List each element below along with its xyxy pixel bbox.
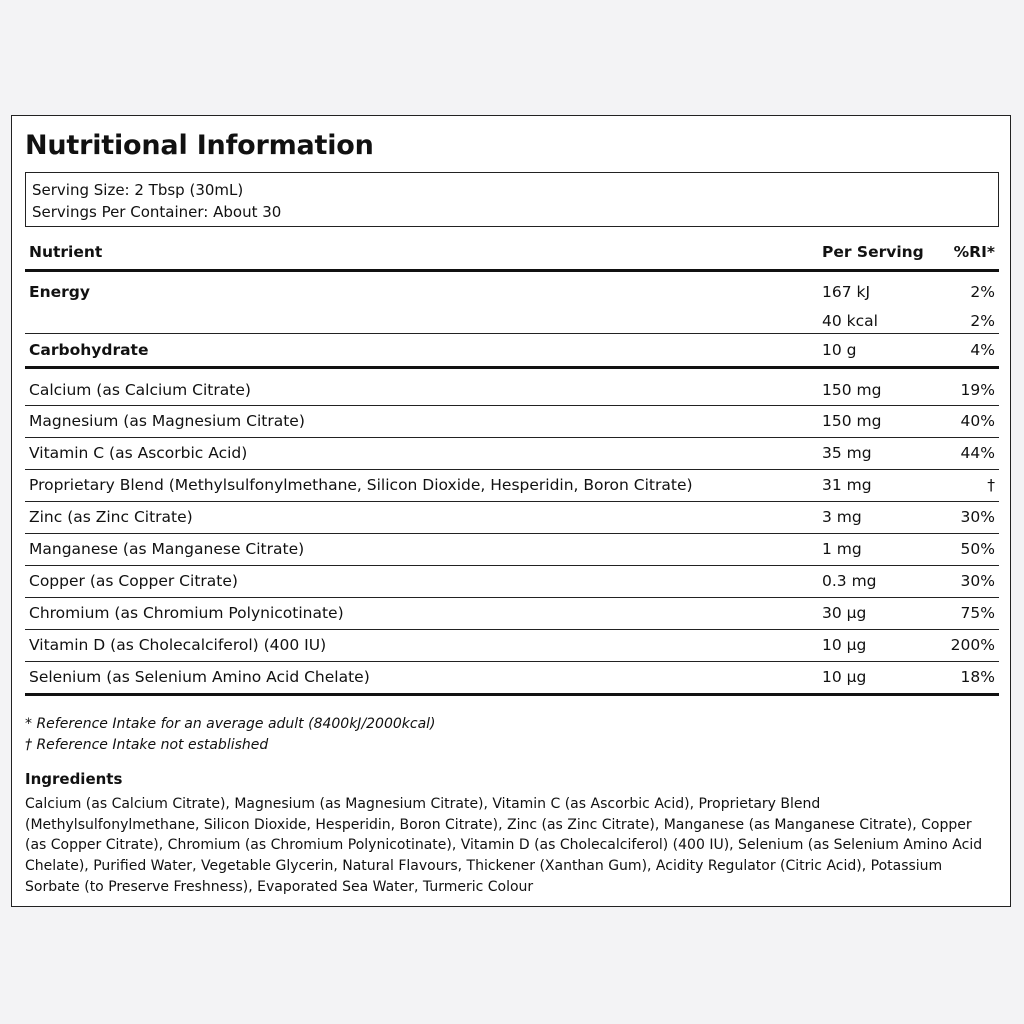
energy-kcal-row — [25, 304, 999, 334]
table-row — [25, 502, 999, 534]
footnotes — [25, 714, 436, 756]
nutrient-amount: 31 mg — [822, 476, 872, 494]
ingredients-text: Calcium (as Calcium Citrate), Magnesium (as Magnesium Citrate), Vitamin C (as Ascorbic Acid), Proprietary Blend (Methylsulfonylmethane, Silicon Dioxide, Hesperidin, Boron Citrate), Zinc (as Zinc Citrate), Manganese (as Manganese Citrate), Copper (as Copper Citrate), Chromium (as Chromium Polynicotinate), Vitamin D (as Cholecalciferol) (400 IU), Selenium (as Selenium Amino Acid Chelate), Purified Water, Vegetable Glycerin, Natural Flavours, Thickener (Xanthan Gum), Acidity Regulator (Citric Acid), Potassium Sorbate (to Preserve Freshness), Evaporated Sea Water, Turmeric Colour — [25, 796, 983, 895]
nutrient-amount: 35 mg — [822, 444, 872, 462]
nutrient-ri: 40% — [960, 412, 995, 430]
nutrient-name: Selenium (as Selenium Amino Acid Chelate) — [29, 668, 370, 686]
nutrient-name: Magnesium (as Magnesium Citrate) — [29, 412, 305, 430]
servings-per-container: Servings Per Container: About 30 — [32, 203, 282, 221]
table-row — [25, 470, 999, 502]
nutrient-name: Proprietary Blend (Methylsulfonylmethane, Silicon Dioxide, Hesperidin, Boron Citrate) — [29, 476, 693, 494]
nutrient-amount: 150 mg — [822, 412, 882, 430]
nutrient-ri: 50% — [960, 540, 995, 558]
page-title: Nutritional Information — [25, 130, 374, 161]
nutrient-ri: 19% — [960, 381, 995, 399]
nutrient-amount: 3 mg — [822, 508, 862, 526]
nutrient-name: Chromium (as Chromium Polynicotinate) — [29, 604, 344, 622]
nutrient-amount: 10 µg — [822, 668, 867, 686]
energy-kj-value: 167 kJ — [822, 283, 871, 301]
table-row — [25, 369, 999, 406]
nutrient-name: Calcium (as Calcium Citrate) — [29, 381, 251, 399]
nutrient-name: Vitamin D (as Cholecalciferol) (400 IU) — [29, 636, 327, 654]
nutrient-name: Vitamin C (as Ascorbic Acid) — [29, 444, 248, 462]
header-nutrient: Nutrient — [29, 243, 103, 261]
header-per-serving: Per Serving — [822, 243, 924, 261]
ingredients-title: Ingredients — [25, 770, 123, 788]
table-header-row — [25, 238, 999, 272]
nutrition-panel — [11, 115, 1011, 907]
nutrient-ri: 44% — [960, 444, 995, 462]
nutrient-ri: 200% — [950, 636, 995, 654]
nutrient-ri: 18% — [960, 668, 995, 686]
carbohydrate-row — [25, 334, 999, 369]
carbohydrate-label: Carbohydrate — [29, 341, 149, 359]
nutrient-name: Copper (as Copper Citrate) — [29, 572, 238, 590]
nutrient-amount: 10 µg — [822, 636, 867, 654]
carbohydrate-ri: 4% — [970, 341, 995, 359]
energy-kcal-ri: 2% — [970, 312, 995, 330]
serving-size: Serving Size: 2 Tbsp (30mL) — [32, 181, 244, 199]
nutrient-ri: 30% — [960, 572, 995, 590]
table-row — [25, 662, 999, 696]
nutrient-amount: 150 mg — [822, 381, 882, 399]
nutrient-name: Zinc (as Zinc Citrate) — [29, 508, 193, 526]
nutrient-ri: † — [987, 476, 995, 494]
energy-label: Energy — [29, 283, 90, 301]
carbohydrate-value: 10 g — [822, 341, 857, 359]
nutrient-name: Manganese (as Manganese Citrate) — [29, 540, 305, 558]
footnote-reference-intake: * Reference Intake for an average adult (8400kJ/2000kcal) — [25, 716, 436, 732]
table-row — [25, 406, 999, 438]
nutrient-ri: 75% — [960, 604, 995, 622]
nutrient-amount: 1 mg — [822, 540, 862, 558]
energy-kj-ri: 2% — [970, 283, 995, 301]
nutrition-table — [25, 238, 999, 696]
serving-info-box — [25, 172, 999, 227]
table-row — [25, 438, 999, 470]
energy-kj-row — [25, 272, 999, 304]
nutrient-amount: 0.3 mg — [822, 572, 877, 590]
header-ri: %RI* — [953, 243, 995, 261]
table-row — [25, 534, 999, 566]
table-row — [25, 598, 999, 630]
table-row — [25, 630, 999, 662]
energy-kcal-value: 40 kcal — [822, 312, 878, 330]
footnote-not-established: † Reference Intake not established — [25, 737, 269, 753]
nutrient-amount: 30 µg — [822, 604, 867, 622]
nutrient-ri: 30% — [960, 508, 995, 526]
table-row — [25, 566, 999, 598]
